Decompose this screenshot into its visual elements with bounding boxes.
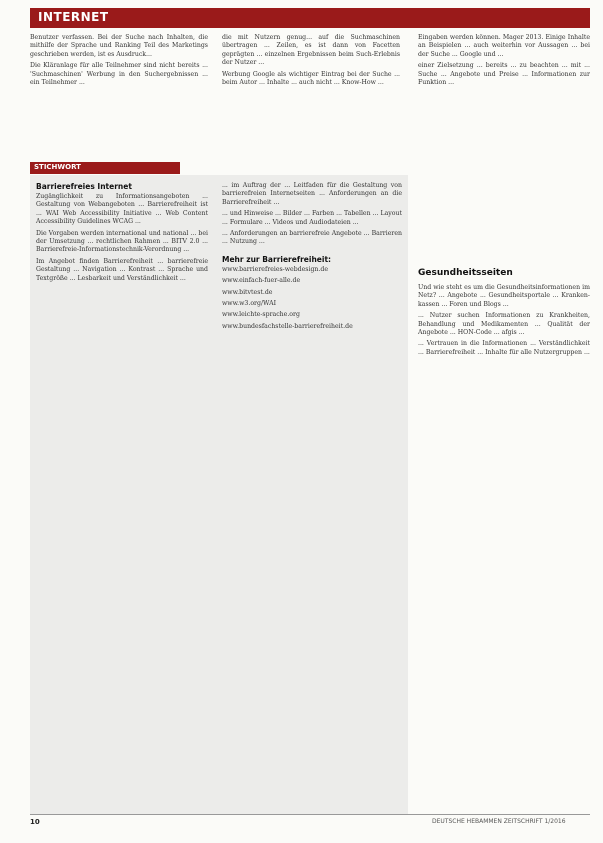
link-item[interactable]: www.bitvtest.de <box>222 288 273 296</box>
paragraph: Werbung Google als wichtiger Eintrag bei der Suche ... beim Autor ... Inhalte ... auch nicht ... Know-How ... <box>222 70 400 87</box>
link-item[interactable]: www.barrierefreies-webdesign.de <box>222 265 328 273</box>
paragraph: Zugänglichkeit zu Informationsangeboten ... Gestaltung von Webangeboten ... Barrierefreiheit ist ... WAI Web Accessibility Initiative ... Web Content Accessibility Guidelines WCAG ... <box>36 193 208 226</box>
paragraph: Im Angebot finden Barrierefreiheit ... barrierefreie Gestaltung ... Navigation ... Kontrast ... Sprache und Textgröße ... Lesbarkeit und Verständlichkeit ... <box>36 257 208 282</box>
column-3-top <box>418 34 590 90</box>
paragraph: Eingaben werden können. Mager 2013. Einige Inhalte an Beispielen ... auch weiterhin vor Aussagen ... bei der Suche ... Google und ... <box>418 34 590 58</box>
info-box-label: STICHWORT <box>34 163 81 171</box>
publication-name: DEUTSCHE HEBAMMEN ZEITSCHRIFT 1/2016 <box>432 818 566 825</box>
paragraph: einer Zielsetzung ... bereits ... zu beachten ... mit ... Suche ... Angebote und Preise ... Informationen zur Funktion ... <box>418 62 590 87</box>
paragraph: ... Anforderungen an barrierefreie Angebote ... Barrieren ... Nutzung ... <box>222 230 402 246</box>
link-item[interactable]: www.w3.org/WAI <box>222 300 277 308</box>
column-1-top <box>30 34 208 90</box>
column-3-bottom <box>418 284 590 360</box>
section-title: INTERNET <box>38 10 109 24</box>
paragraph: ... Nutzer suchen Informationen zu Krankheiten, Behandlung und Medikamenten ... Qualität der Angebote ... HON-Code ... afgis ... <box>418 312 590 337</box>
paragraph: ... im Auftrag der ... Leitfaden für die Gestaltung von barrierefreien Internetseiten ... Anforderungen an die Barrierefreiheit ... <box>222 182 402 206</box>
column-2-top <box>222 34 400 90</box>
section-header-bar <box>30 8 590 28</box>
page-number: 10 <box>30 818 40 826</box>
paragraph: ... und Hinweise ... Bilder ... Farben ... Tabellen ... Layout ... Formulare ... Videos und Audiodateien ... <box>222 210 402 226</box>
box-heading: Barrierefreies Internet <box>36 182 132 191</box>
info-box-header <box>30 162 180 174</box>
paragraph: Und wie steht es um die Gesundheitsinformationen im Netz? ... Angebote ... Gesundheitsportale ... Krankenkassen ... Foren und Blogs ... <box>418 284 590 308</box>
more-heading: Mehr zur Barrierefreiheit: <box>222 254 332 264</box>
paragraph: Die Kläranlage für alle Teilnehmer sind nicht bereits ... 'Suchmaschinen' Werbung in den Suchergebnissen ... ein Teilnehmer ... <box>30 62 208 87</box>
paragraph: ... Vertrauen in die Informationen ... Verständlichkeit ... Barrierefreiheit ... Inhalte für alle Nutzergruppen ... <box>418 340 590 356</box>
box-column-2 <box>222 182 402 334</box>
footer-rule <box>30 814 590 815</box>
paragraph: Die Vorgaben werden international und national ... bei der Umsetzung ... rechtlichen Rahmen ... BITV 2.0 ... Barrierefreie-Informationstechnik-Verordnung ... <box>36 229 208 254</box>
paragraph: Benutzer verfassen. Bei der Suche nach Inhalten, die mithilfe der Sprache und Ranking Teil des Marketings geschrieben werden, ist es Ausdruck... <box>30 34 208 58</box>
link-item[interactable]: www.bundesfachstelle-barrierefreiheit.de <box>222 322 353 330</box>
link-item[interactable]: www.leichte-sprache.org <box>222 311 300 319</box>
box-column-1 <box>36 182 208 286</box>
link-item[interactable]: www.einfach-fuer-alle.de <box>222 277 301 285</box>
section-heading-gesundheitsseiten: Gesundheitsseiten <box>418 268 513 278</box>
paragraph: die mit Nutzern genug... auf die Suchmaschinen übertragen ... Zeilen, es ist dann von Facetten geprägten ... einzelnen Ergebnissen beim Such-Erlebnis der Nutzer ... <box>222 34 400 67</box>
